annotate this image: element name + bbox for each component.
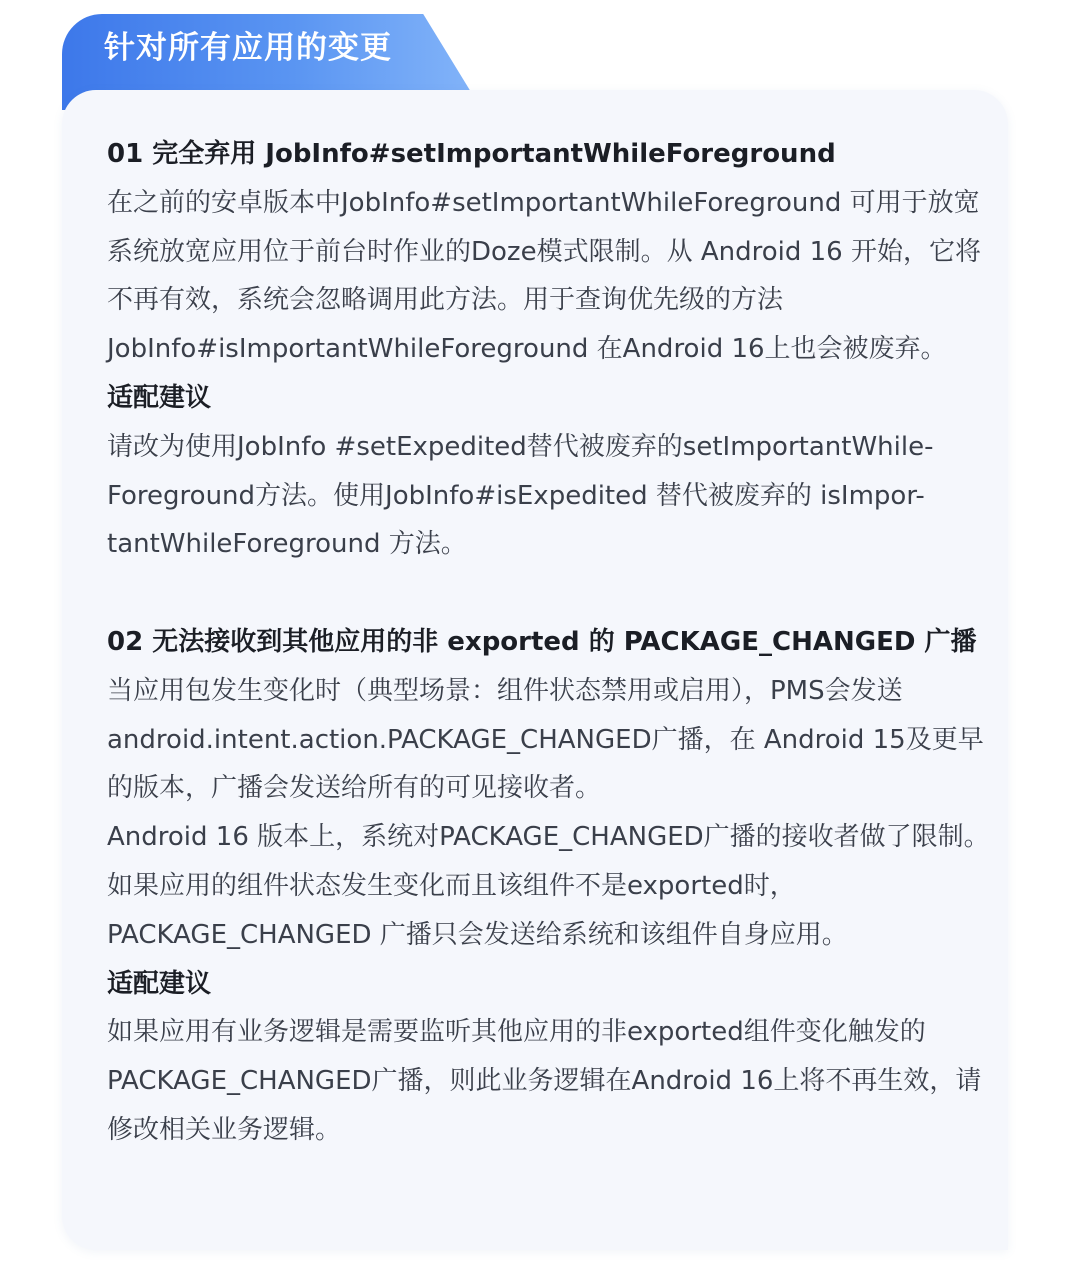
change-description-1: 在之前的安卓版本中JobInfo#setImportantWhileForeground 可用于放宽系统放宽应用位于前台时作业的Doze模式限制。从 Android 16 开始，它将不再有效，系统会忽略调用此方法。用于查询优先级的方法JobInfo#isImportantWhileForeground 在Android 16上也会被废弃。	[107, 187, 981, 365]
section-tab-title: 针对所有应用的变更	[104, 30, 392, 66]
change-item-2	[107, 618, 992, 1155]
change-item-1	[107, 130, 992, 569]
change-description-2a: 当应用包发生变化时（典型场景：组件状态禁用或启用），PMS会发送android.intent.action.PACKAGE_CHANGED广播，在 Android 15及更早的版本，广播会发送给所有的可见接收者。	[107, 675, 984, 804]
advice-label-1: 适配建议	[107, 382, 212, 413]
change-title-1: 01 完全弃用 JobInfo#setImportantWhileForeground	[107, 139, 836, 169]
section-spacer	[107, 569, 992, 618]
change-description-2b: Android 16 版本上，系统对PACKAGE_CHANGED广播的接收者做了限制。如果应用的组件状态发生变化而且该组件不是exported时，PACKAGE_CHANGED 广播只会发送给系统和该组件自身应用。	[107, 822, 990, 950]
advice-text-1: 请改为使用JobInfo #setExpedited替代被废弃的setImportantWhile-Foreground方法。使用JobInfo#isExpedited 替代被废弃的 isImpor-tantWhileForeground 方法。	[107, 431, 934, 560]
article-body	[107, 130, 992, 1155]
change-title-2: 02 无法接收到其他应用的非 exported 的 PACKAGE_CHANGED 广播	[107, 626, 977, 657]
advice-label-2: 适配建议	[107, 968, 212, 999]
advice-text-2: 如果应用有业务逻辑是需要监听其他应用的非exported组件变化触发的PACKAGE_CHANGED广播，则此业务逻辑在Android 16上将不再生效，请修改相关业务逻辑。	[107, 1017, 982, 1145]
